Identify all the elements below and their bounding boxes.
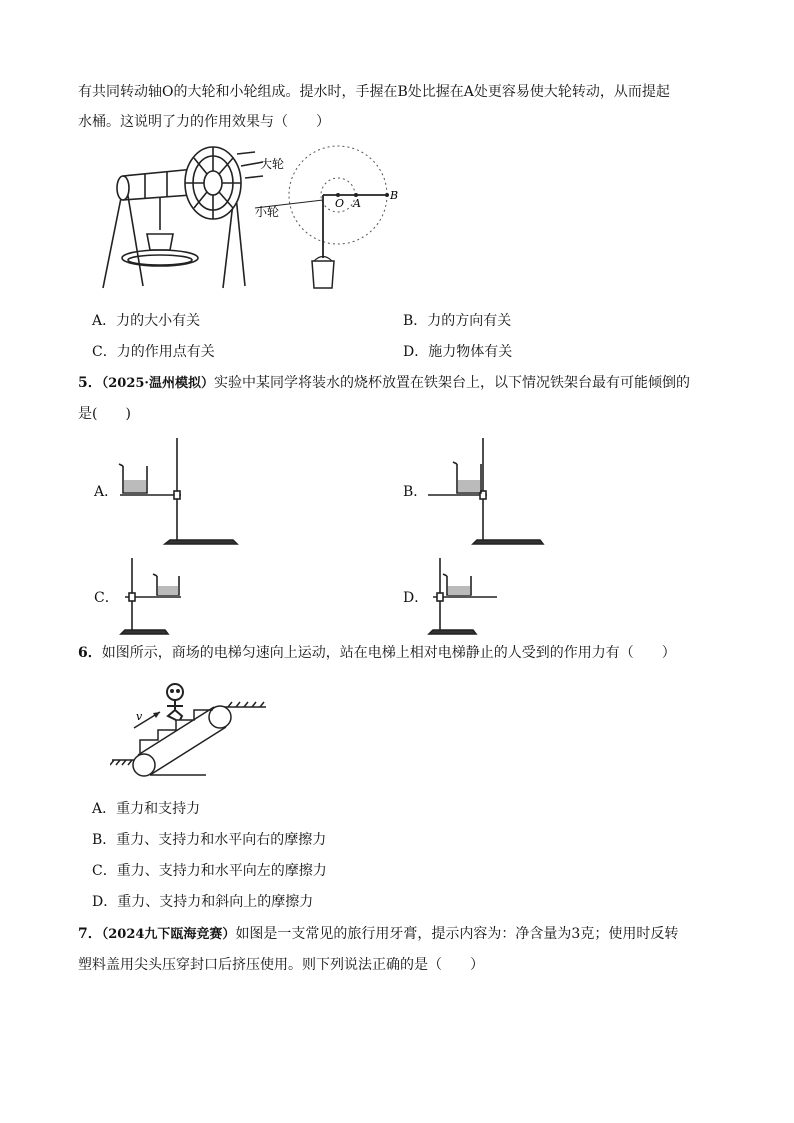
q4-figure <box>95 138 415 298</box>
q6-option-b: B．重力、支持力和水平向右的摩擦力 <box>92 832 327 848</box>
q5-figure-b <box>425 436 555 548</box>
q7-stem-line2: 塑料盖用尖头压穿封口后挤压使用。则下列说法正确的是（ ） <box>78 957 484 973</box>
q6-option-a: A．重力和支持力 <box>92 801 201 817</box>
velocity-label: v <box>136 710 143 723</box>
label-B: B <box>390 189 399 202</box>
q5-stem-line1: 5．（2025·温州模拟）实验中某同学将装水的烧杯放置在铁架台上，以下情况铁架台最有可能倾倒的 <box>78 375 690 391</box>
label-O: O <box>335 197 345 210</box>
q4-stem-line2: 水桶。这说明了力的作用效果与（ ） <box>78 114 330 130</box>
label-small-wheel: 小轮 <box>255 205 280 219</box>
q6-option-d: D．重力、支持力和斜向上的摩擦力 <box>92 894 314 910</box>
q4-option-a: A．力的大小有关 <box>92 313 201 329</box>
label-big-wheel: 大轮 <box>260 157 285 171</box>
q5-figure-a <box>115 436 245 548</box>
q5-figure-c <box>115 556 195 636</box>
q4-option-b: B．力的方向有关 <box>403 313 512 329</box>
q6-option-c: C．重力、支持力和水平向左的摩擦力 <box>92 863 327 879</box>
q5-option-a: A． <box>94 484 119 500</box>
q5-option-b: B． <box>403 484 428 500</box>
q6-stem: 6．如图所示，商场的电梯匀速向上运动，站在电梯上相对电梯静止的人受到的作用力有（ ） <box>78 645 676 661</box>
q6-escalator-figure <box>110 680 270 780</box>
q5-figure-d <box>425 556 505 636</box>
q4-option-c: C．力的作用点有关 <box>92 344 215 360</box>
q7-stem-line1: 7．（2024九下瓯海竞赛）如图是一支常见的旅行用牙膏，提示内容为：净含量为3克；使用时反转 <box>78 926 679 942</box>
q5-option-d: D． <box>403 590 429 606</box>
q5-stem-line2: 是( ) <box>78 406 131 422</box>
q4-option-d: D．施力物体有关 <box>403 344 513 360</box>
person-figure <box>167 684 183 720</box>
label-A: A <box>353 197 361 210</box>
q4-stem-line1: 有共同转动轴O的大轮和小轮组成。提水时，手握在B处比握在A处更容易使大轮转动，从而提起 <box>78 84 670 100</box>
q5-option-c: C． <box>94 590 119 606</box>
